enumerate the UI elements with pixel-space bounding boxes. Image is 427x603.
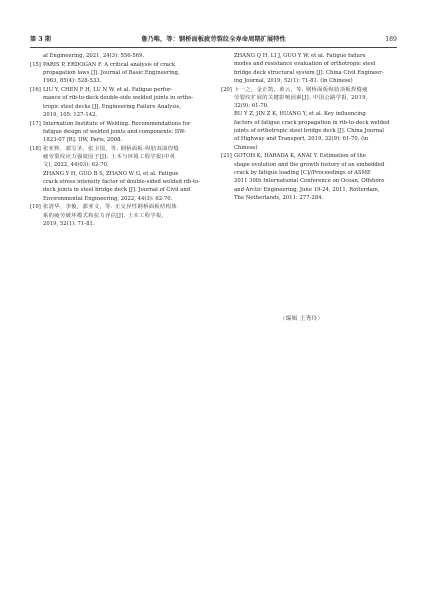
running-header xyxy=(30,35,397,47)
reference-line: 2019, 52(1): 71-81. xyxy=(43,220,95,227)
page-number: 189 xyxy=(385,36,397,43)
reference-line: shape evolution and the growth history of an embedded xyxy=(234,161,385,168)
reference-line: BU Y Z, JIN Z K, HUANG Y, et al. Key influencing xyxy=(234,111,366,118)
reference-column-left xyxy=(30,52,207,229)
reference-line: crack stress intensity factor of double-sided welded rib-to- xyxy=(43,179,201,186)
reference-line: ing Journal, 2019, 52(1): 71-81. (in Chinese) xyxy=(234,77,353,84)
reference-entry xyxy=(30,203,207,228)
reference-line: of Highway and Transport, 2019, 32(9): 61-70. (in xyxy=(234,136,369,143)
reference-line: 2019, 105: 127-142. xyxy=(43,111,98,118)
reference-line: and Arctic Engineering, June 19-24, 2011, Rotterdam, xyxy=(234,186,380,193)
reference-line: LIU Y, CHEN F H, LU N W, et al. Fatigue perfor- xyxy=(43,86,173,93)
reference-entry xyxy=(30,120,207,145)
header-rule xyxy=(30,47,397,48)
reference-line: 卜一之，金正凯，黄云，等. 钢桥面板纵肋顶板焊缝疲 xyxy=(234,86,368,93)
reference-number: [21] xyxy=(221,153,232,160)
reference-number: [19] xyxy=(30,204,41,211)
reference-line: 1823-07 [R]. IIW, Paris, 2008. xyxy=(43,137,123,144)
reference-line: GOTOH K, HARADA K, ANAI Y. Estimation of the xyxy=(234,153,366,160)
editor-note: （编辑 王秀玲） xyxy=(280,316,324,322)
reference-entry xyxy=(221,52,399,85)
reference-line: 张亚辉，郭宝圣，张卫国，等. 钢桥面板-纵肋双面焊缝 xyxy=(43,145,180,152)
reference-line: The Netherlands, 2011: 277-284. xyxy=(234,194,324,201)
reference-line: mance of rib-to-deck double-side welded joints in ortho- xyxy=(43,95,194,102)
reference-line: factors of fatigue crack propagation in rib-to-deck welded xyxy=(234,119,390,126)
reference-line: 张清华，李俊，郭亚文，等. 正交异性钢桥面板结构体 xyxy=(43,204,177,211)
reference-line: 疲劳裂纹应力强度因子[J]. 土木与环境工程学报(中英 xyxy=(43,154,176,161)
reference-line: ZHANG Q H, LI J, GUO Y W, et al. Fatigue failure xyxy=(234,53,366,59)
reference-line: 2011 30th International Conference on Ocean, Offshore xyxy=(234,178,385,185)
reference-entry xyxy=(221,86,399,152)
reference-number: [17] xyxy=(30,120,41,127)
reference-number: [15] xyxy=(30,61,41,68)
reference-line: 劳裂纹扩展的关键影响因素[J]. 中国公路学报, 2019, xyxy=(234,94,369,101)
reference-entry xyxy=(221,152,399,202)
reference-line: modes and resistance evaluation of orthotropic steel xyxy=(234,61,376,68)
reference-line: Internation Institute of Welding. Recommendations for xyxy=(43,120,191,127)
reference-number: [16] xyxy=(30,86,41,93)
reference-line: tropic steel decks [J]. Engineering Failure Analysis, xyxy=(43,103,182,110)
reference-line: fatigue design of welded joints and components: IIW- xyxy=(43,128,186,135)
reference-column-right xyxy=(221,52,399,203)
reference-line: al Engineering, 2021, 24(3): 556-569. xyxy=(43,53,145,59)
reference-entry xyxy=(30,61,207,86)
reference-line: 1963, 85(4): 528-533. xyxy=(43,78,102,85)
reference-line: Chinese) xyxy=(234,144,258,151)
reference-line: Environmental Engineering, 2022, 44(3): 62-70. xyxy=(43,195,173,202)
reference-number: [18] xyxy=(30,145,41,152)
reference-number: [20] xyxy=(221,86,232,93)
reference-line: propagation laws [J]. Journal of Basic Engineering, xyxy=(43,69,180,76)
reference-line: PARIS P, ERDOGAN F. A critical analysis of crack xyxy=(43,61,176,68)
reference-line: ZHANG Y H, GUO B S, ZHANG W G, et al. Fatigue xyxy=(43,170,179,177)
reference-line: deck joints in steel bridge deck [J]. Journal of Civil and xyxy=(43,187,191,194)
reference-line: 系的疲劳破坏模式和抗力评估[J]. 土木工程学报, xyxy=(43,212,164,219)
running-title: 鲁乃唯，等：钢桥面板疲劳裂纹全寿命周期扩展特性 xyxy=(141,36,286,43)
reference-line: bridge deck structural system [J]. China Civil Engineer- xyxy=(234,69,384,76)
reference-line: 文), 2022, 44(03): 62-70. xyxy=(43,162,109,169)
reference-line: joints of orthotropic steel bridge deck [J]. China Journal xyxy=(234,128,384,135)
reference-entry xyxy=(30,52,207,60)
reference-line: 32(9): 61-70. xyxy=(234,103,269,110)
reference-entry xyxy=(30,145,207,203)
reference-line: crack by fatigue loading [C]//Proceedings of ASME xyxy=(234,169,371,176)
reference-entry xyxy=(30,86,207,119)
issue-number: 第 3 期 xyxy=(30,36,51,43)
